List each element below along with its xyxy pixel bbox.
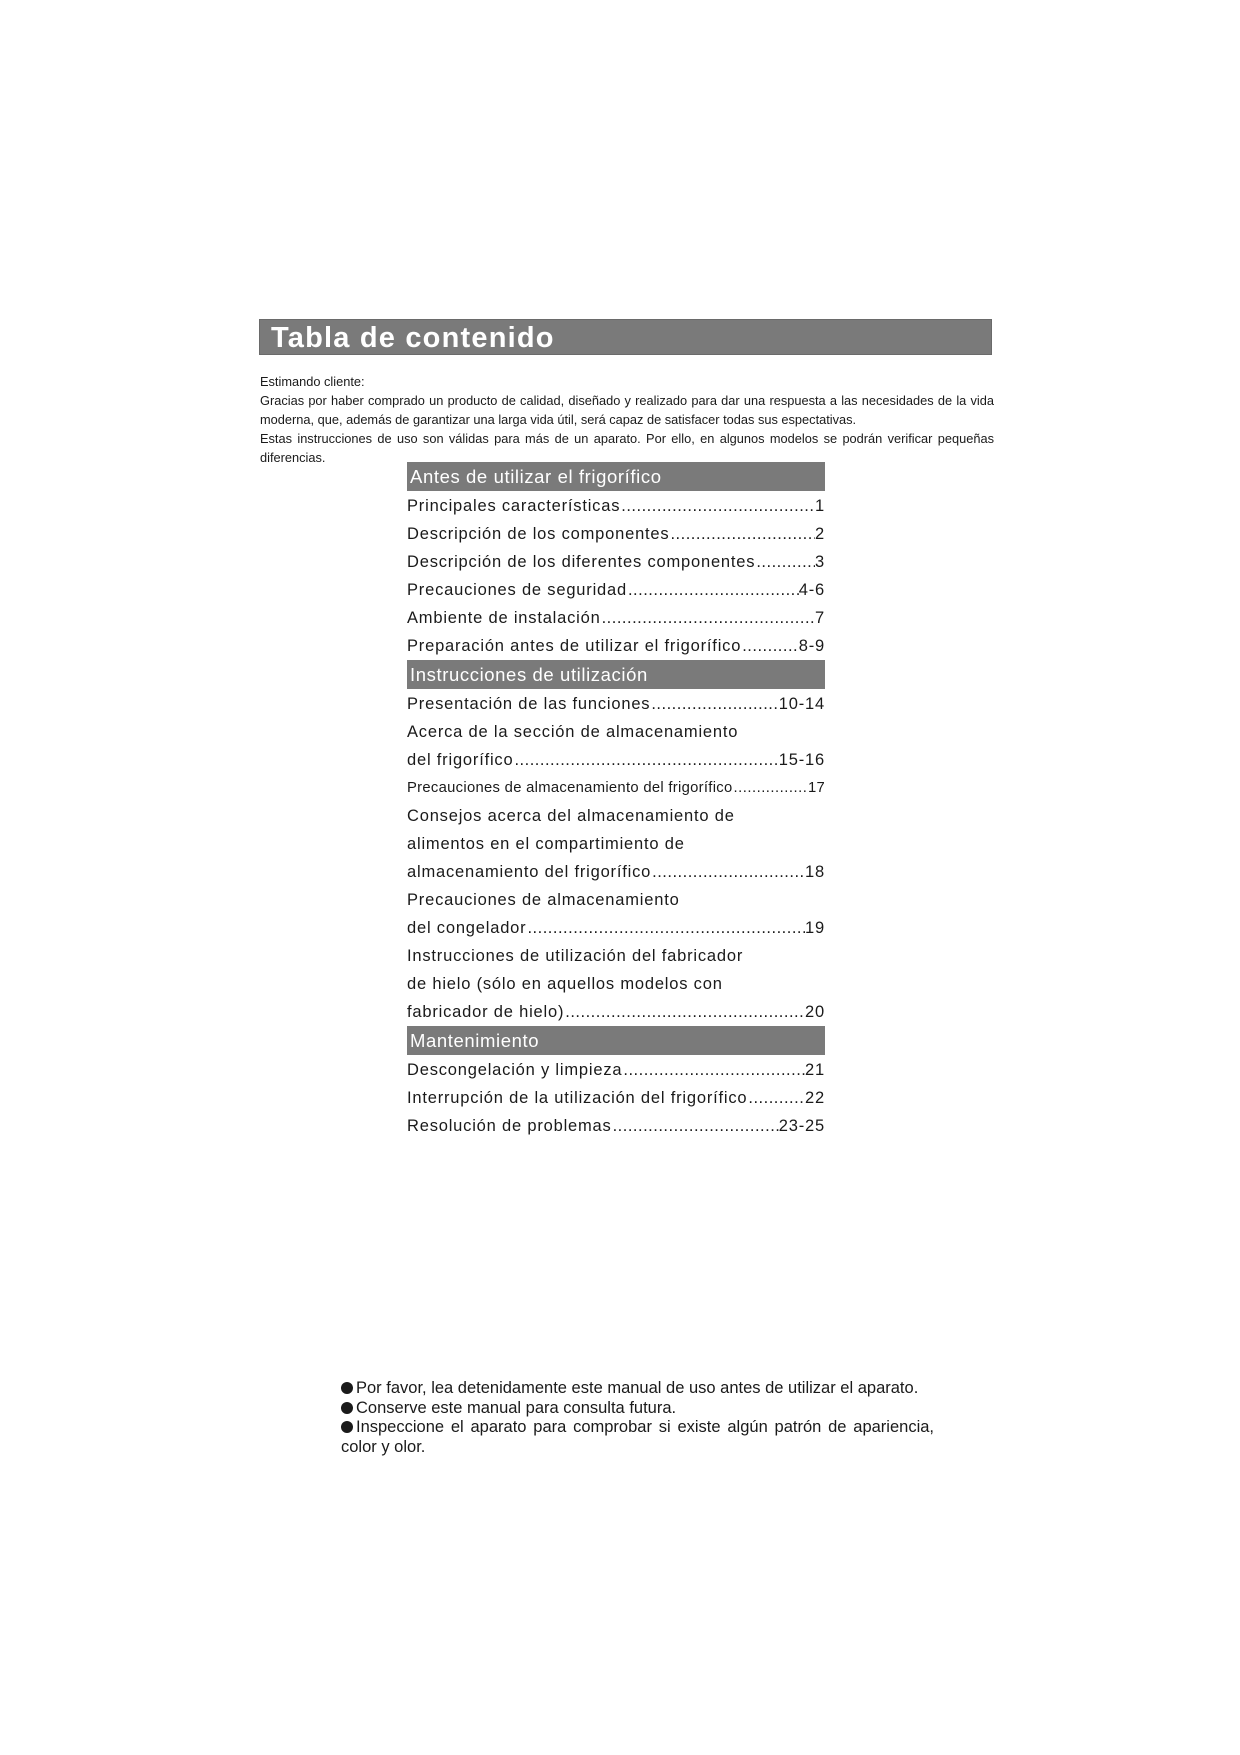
toc-item-label: Preparación antes de utilizar el frigorífico: [407, 637, 742, 655]
toc-item-line: Acerca de la sección de almacenamiento: [407, 723, 739, 741]
toc-item-label: Descripción de los diferentes componentes: [407, 553, 756, 571]
toc-leader-dots: [564, 998, 805, 1026]
toc-item[interactable]: [407, 548, 825, 576]
toc-leader-dots: [669, 520, 815, 548]
toc-item-line: alimentos en el compartimiento de: [407, 835, 685, 853]
table-of-contents: [407, 462, 825, 1140]
note-text: Inspeccione el aparato para comprobar si existe algún patrón de apariencia, color y olor.: [341, 1418, 934, 1456]
toc-item-page: 22: [805, 1089, 825, 1107]
toc-section-heading: Mantenimiento: [407, 1026, 825, 1055]
toc-item-label: del congelador: [407, 919, 527, 937]
title-bar: [259, 319, 992, 355]
toc-item-label: Precauciones de seguridad: [407, 581, 627, 599]
toc-leader-dots: [601, 604, 815, 632]
note-item: [341, 1379, 934, 1399]
toc-item[interactable]: [407, 632, 825, 660]
page-title: Tabla de contenido: [271, 322, 555, 354]
toc-section-heading: Antes de utilizar el frigorífico: [407, 462, 825, 491]
toc-leader-dots: [627, 576, 799, 604]
toc-item-line: de hielo (sólo en aquellos modelos con: [407, 975, 723, 993]
toc-item-label: fabricador de hielo): [407, 1003, 565, 1021]
toc-leader-dots: [650, 690, 778, 718]
toc-item-label: Resolución de problemas: [407, 1117, 612, 1135]
note-item: [341, 1399, 934, 1419]
toc-item-label: almacenamiento del frigorífico: [407, 863, 652, 881]
toc-item[interactable]: [407, 604, 825, 632]
toc-item-page: 7: [815, 609, 825, 627]
bullet-icon: [341, 1421, 353, 1433]
toc-item-page: 17: [807, 780, 825, 796]
intro-greeting: Estimando cliente:: [260, 374, 365, 389]
toc-item-line: Instrucciones de utilización del fabricador: [407, 947, 744, 965]
toc-item-label: Presentación de las funciones: [407, 695, 651, 713]
toc-item-page: 4-6: [798, 581, 825, 599]
toc-leader-dots: [651, 858, 805, 886]
toc-item-page: 19: [805, 919, 825, 937]
intro-text: [260, 372, 994, 467]
toc-item-label: Principales características: [407, 497, 621, 515]
toc-leader-dots: [513, 746, 778, 774]
toc-item-page: 23-25: [778, 1117, 825, 1135]
toc-item-line: Precauciones de almacenamiento: [407, 891, 680, 909]
toc-item-line: Consejos acerca del almacenamiento de: [407, 807, 735, 825]
toc-leader-dots: [620, 492, 815, 520]
toc-leader-dots: [526, 914, 805, 942]
toc-leader-dots: [741, 632, 799, 660]
note-text: Conserve este manual para consulta futura.: [356, 1398, 677, 1417]
toc-item-page: 15-16: [778, 751, 825, 769]
toc-item-label: Interrupción de la utilización del frigorífico: [407, 1089, 748, 1107]
toc-item[interactable]: [407, 746, 825, 774]
notes: [341, 1379, 934, 1457]
bullet-icon: [341, 1402, 353, 1414]
toc-item[interactable]: [407, 492, 825, 520]
toc-leader-dots: [612, 1112, 779, 1140]
toc-item-page: 10-14: [778, 695, 825, 713]
toc-item[interactable]: [407, 690, 825, 718]
toc-item[interactable]: [407, 1056, 825, 1084]
note-item: [341, 1418, 934, 1457]
toc-leader-dots: [733, 774, 808, 802]
toc-item[interactable]: [407, 576, 825, 604]
toc-item-label: del frigorífico: [407, 751, 514, 769]
toc-item-label: Descripción de los componentes: [407, 525, 670, 543]
toc-section-heading: Instrucciones de utilización: [407, 660, 825, 689]
toc-leader-dots: [622, 1056, 805, 1084]
toc-item-page: 20: [805, 1003, 825, 1021]
toc-item-page: 3: [815, 553, 825, 571]
toc-item-label: Descongelación y limpieza: [407, 1061, 623, 1079]
toc-item[interactable]: [407, 520, 825, 548]
bullet-icon: [341, 1382, 353, 1394]
toc-item-page: 21: [805, 1061, 825, 1079]
toc-leader-dots: [747, 1084, 805, 1112]
toc-item-page: 1: [815, 497, 825, 515]
toc-item[interactable]: [407, 774, 825, 802]
toc-item[interactable]: [407, 858, 825, 886]
toc-item[interactable]: [407, 914, 825, 942]
toc-item-page: 8-9: [798, 637, 825, 655]
toc-item[interactable]: [407, 998, 825, 1026]
toc-item-page: 2: [815, 525, 825, 543]
toc-item[interactable]: [407, 1112, 825, 1140]
note-text: Por favor, lea detenidamente este manual de uso antes de utilizar el aparato.: [356, 1379, 919, 1397]
intro-paragraph-2: Estas instrucciones de uso son válidas para más de un aparato. Por ello, en algunos modelos se podrán verificar pequeñas diferencias.: [260, 431, 994, 465]
toc-item[interactable]: [407, 1084, 825, 1112]
intro-paragraph-1: Gracias por haber comprado un producto de calidad, diseñado y realizado para dar una respuesta a las necesidades de la vida moderna, que, además de garantizar una larga vida útil, será capaz de satisfacer todas sus espectativas.: [260, 393, 994, 427]
toc-item-page: 18: [805, 863, 825, 881]
toc-leader-dots: [755, 548, 815, 576]
toc-item-label: Ambiente de instalación: [407, 609, 601, 627]
toc-item-label: Precauciones de almacenamiento del frigorífico: [407, 780, 733, 796]
